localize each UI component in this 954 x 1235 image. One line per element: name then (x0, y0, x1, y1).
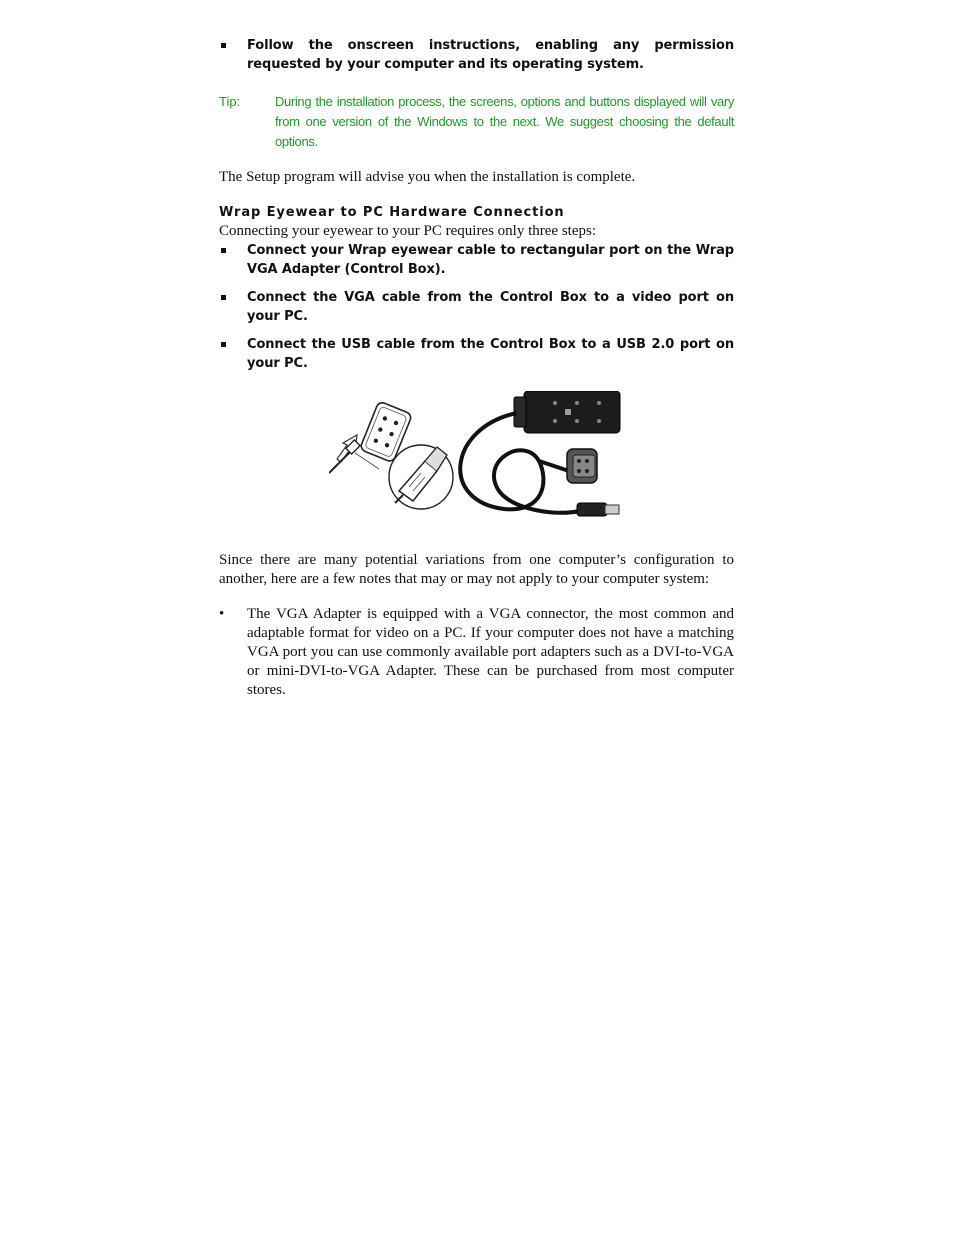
wrap-vga-adapter-icon (514, 391, 620, 433)
step-item (219, 288, 734, 326)
step-text: Connect the USB cable from the Control Box to a USB 2.0 port on your PC. (247, 337, 734, 371)
square-bullet-icon (221, 295, 226, 300)
section-intro: Connecting your eyewear to your PC requires only three steps: (219, 223, 596, 239)
square-bullet-icon (221, 43, 226, 48)
usb-plug-icon (577, 503, 619, 516)
section-heading: Wrap Eyewear to PC Hardware Connection (219, 205, 565, 220)
tip-label: Tip: (219, 94, 241, 109)
intro-bullet-text: Follow the onscreen instructions, enabling any permission requested by your computer and its operating system. (247, 38, 734, 72)
tip-note (219, 92, 734, 152)
steps-list (219, 241, 734, 373)
round-bullet-icon: • (219, 606, 225, 622)
tip-text: During the installation process, the screens, options and buttons displayed will vary from one version of the Windows to the next. We suggest choosing the default options. (275, 94, 734, 149)
connector-zoom-circle (389, 445, 453, 509)
square-bullet-icon (221, 342, 226, 347)
variations-text: Since there are many potential variations from one computer’s configuration to another, here are a few notes that may or may not apply to your computer system: (219, 552, 734, 587)
square-bullet-icon (221, 248, 226, 253)
vga-connector-icon (539, 449, 597, 483)
control-box-drawing (329, 391, 629, 531)
note-item (219, 605, 734, 700)
intro-bullet-list (219, 36, 734, 74)
control-box-illustration (329, 391, 629, 531)
intro-bullet-item (219, 36, 734, 74)
setup-complete-text: The Setup program will advise you when the installation is complete. (219, 169, 636, 185)
step-item (219, 335, 734, 373)
step-text: Connect the VGA cable from the Control Box to a video port on your PC. (247, 290, 734, 324)
step-item (219, 241, 734, 279)
note-text: The VGA Adapter is equipped with a VGA connector, the most common and adaptable format for video on a PC. If your computer does not have a matching VGA port you can use commonly available port adapters such as a DVI-to-VGA or mini-DVI-to-VGA Adapter. These can be purchased from most computer stores. (247, 606, 734, 698)
step-text: Connect your Wrap eyewear cable to rectangular port on the Wrap VGA Adapter (Control Box). (247, 243, 734, 277)
document-page (219, 36, 734, 700)
notes-list (219, 605, 734, 700)
